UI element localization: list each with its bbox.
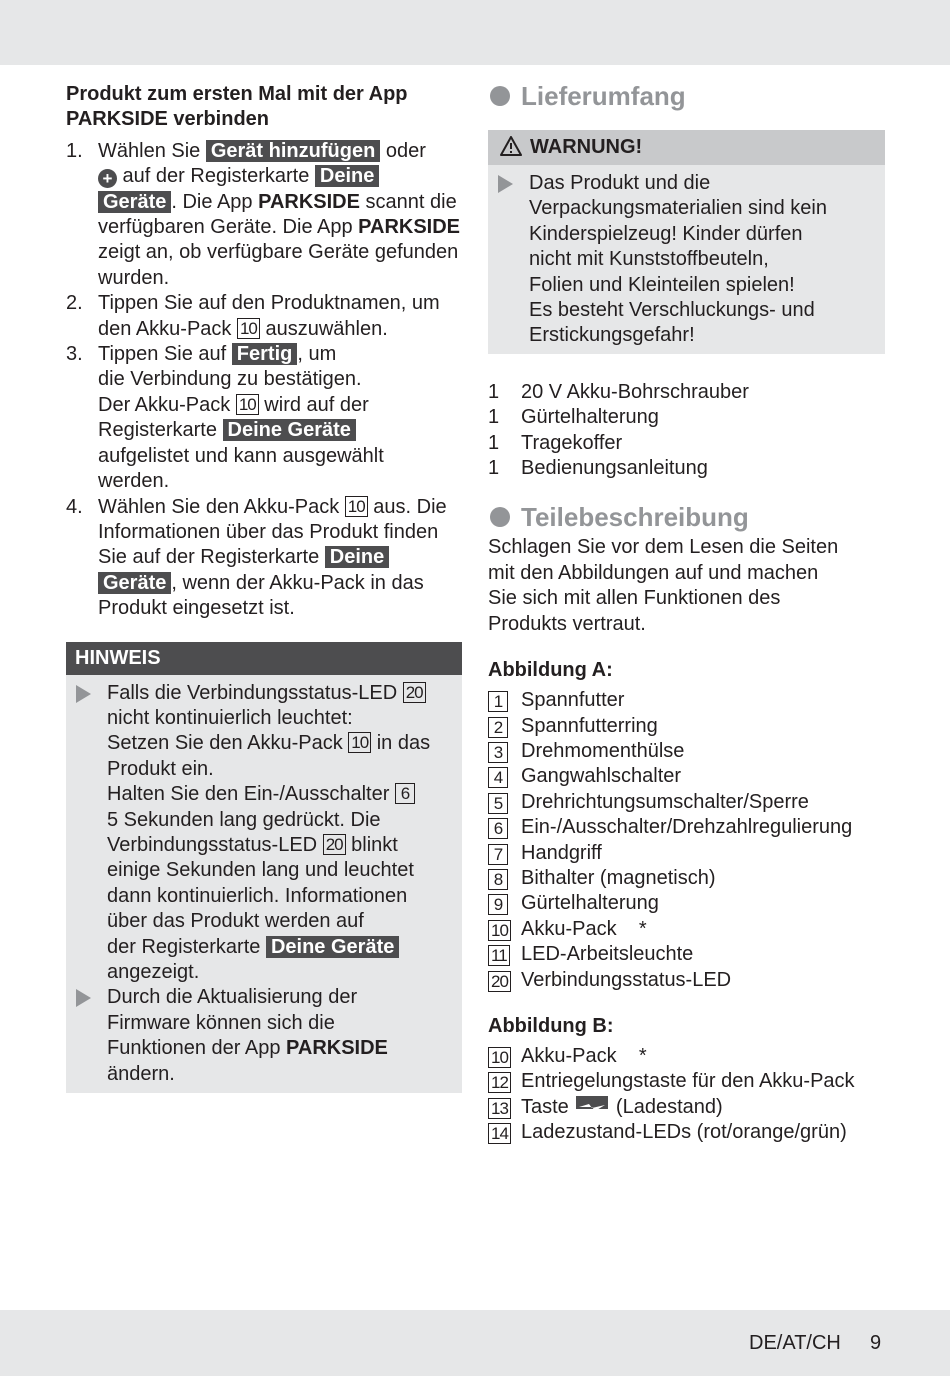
warning-header (488, 130, 885, 165)
note-text: Falls die Verbindungsstatus-LED (107, 681, 403, 704)
warning-text: Das Produkt und die (529, 172, 711, 194)
part-number: 9 (488, 894, 508, 915)
warning-text: Erstickungsgefahr! (529, 324, 695, 347)
step-text: wird auf der (258, 393, 369, 416)
arrow-right-icon (76, 989, 91, 1007)
part-row (488, 1044, 885, 1069)
step-3 (66, 342, 462, 494)
step-number: 4. (66, 495, 83, 518)
part-name: Drehrichtungsumschalter/Sperre (521, 790, 809, 813)
part-ref: 10 (345, 496, 368, 517)
section-heading (66, 82, 462, 133)
part-name: Ladezustand-LEDs (rot/orange/grün) (521, 1121, 847, 1144)
part-row (488, 815, 885, 840)
step-number: 2. (66, 292, 83, 315)
add-device-label: Gerät hinzufügen (206, 140, 380, 162)
part-number: 13 (488, 1098, 511, 1119)
part-ref: 6 (395, 783, 415, 804)
tab-label: Deine (325, 546, 389, 568)
part-row (488, 1095, 885, 1120)
step-number: 3. (66, 343, 83, 366)
figure-b-parts (488, 1044, 885, 1146)
figure-b-title: Abbildung B: (488, 1014, 614, 1037)
section-title-text: Lieferumfang (521, 81, 686, 111)
brand-name: PARKSIDE (258, 190, 360, 213)
part-name: Handgriff (521, 841, 602, 864)
note-text: dann kontinuierlich. Informationen (107, 884, 408, 907)
language-code: DE/AT/CH (749, 1332, 841, 1354)
step-text: . Die App (171, 190, 259, 213)
step-text: Tippen Sie auf (98, 343, 232, 366)
step-text: oder (380, 139, 426, 162)
teile-intro (488, 535, 885, 637)
note-bullet (66, 681, 462, 986)
note-text: der Registerkarte (107, 935, 266, 958)
heading-line: PARKSIDE verbinden (66, 108, 269, 131)
done-label: Fertig (232, 343, 298, 365)
note-text: Funktionen der App (107, 1037, 287, 1060)
part-row (488, 891, 885, 916)
intro-line: Produkts vertraut. (488, 612, 646, 635)
step-text: auf der Registerkarte (117, 165, 315, 188)
note-text: Halten Sie den Ein-/Ausschalter (107, 783, 395, 806)
part-name: Taste (521, 1095, 575, 1118)
step-2 (66, 291, 462, 342)
part-row (488, 790, 885, 815)
step-number: 1. (66, 139, 83, 162)
bullet-dot-icon (490, 86, 510, 106)
step-4 (66, 495, 462, 622)
part-name: Akku-Pack * (521, 1044, 647, 1067)
brand-name: PARKSIDE (358, 216, 461, 239)
part-number: 1 (488, 691, 508, 712)
step-text: werden. (98, 470, 170, 493)
part-number: 5 (488, 793, 508, 814)
heading-line: Produkt zum ersten Mal mit der App (66, 83, 408, 105)
part-row (488, 866, 885, 891)
part-ref: 20 (323, 834, 346, 855)
step-text: die Verbindung zu bestätigen. (98, 368, 362, 391)
item-name: Tragekoffer (521, 431, 623, 454)
section-title-teile (488, 501, 885, 533)
steps-list (66, 139, 462, 622)
note-text: über das Produkt werden auf (107, 910, 364, 933)
part-ref: 10 (236, 394, 259, 415)
item-name: Gürtelhalterung (521, 406, 659, 429)
step-text: zeigt an, ob verfügbare Geräte gefunden wurden. (98, 241, 459, 289)
delivery-item (488, 431, 885, 456)
tab-label: Deine Geräte (266, 936, 399, 958)
part-number: 2 (488, 717, 508, 738)
warning-text: Kinderspielzeug! Kinder dürfen (529, 222, 803, 245)
part-name: Gürtelhalterung (521, 892, 659, 915)
figure-a-parts (488, 688, 885, 993)
note-text: 5 Sekunden lang gedrückt. Die (107, 808, 381, 831)
step-text: aufgelistet und kann ausgewählt (98, 444, 384, 467)
part-number: 10 (488, 920, 511, 941)
part-row (488, 1069, 885, 1094)
part-number: 4 (488, 767, 508, 788)
tab-label: Deine (315, 165, 379, 187)
step-text: , wenn der Akku-Pack in das Produkt eingesetzt ist. (98, 571, 424, 620)
part-row (488, 841, 885, 866)
step-1 (66, 139, 462, 291)
part-row (488, 942, 885, 967)
warning-text: Folien und Kleinteilen spielen! (529, 273, 795, 296)
part-name: Drehmomenthülse (521, 739, 685, 762)
warning-triangle-icon (500, 136, 522, 156)
warning-title: WARNUNG! (530, 136, 643, 158)
part-name: Verbindungsstatus-LED (521, 968, 732, 991)
part-number: 20 (488, 971, 511, 992)
part-row (488, 968, 885, 993)
note-text: einige Sekunden lang und leuchtet (107, 859, 414, 882)
intro-line: Schlagen Sie vor dem Lesen die Seiten (488, 536, 839, 559)
note-text: in das (371, 732, 431, 755)
part-number: 10 (488, 1047, 511, 1068)
note-text: angezeigt. (107, 961, 200, 983)
footer (0, 1310, 950, 1376)
part-number: 12 (488, 1072, 511, 1093)
part-ref: 10 (348, 732, 371, 753)
part-name: Akku-Pack * (521, 917, 647, 940)
warning-bullet (488, 171, 885, 349)
delivery-item (488, 405, 885, 430)
note-text: Setzen Sie den Akku-Pack (107, 732, 349, 755)
delivery-item (488, 380, 885, 405)
warning-box (488, 130, 885, 354)
step-text: aus. Die Informationen über das Produkt finden Sie auf der Registerkarte (98, 495, 447, 569)
note-text: nicht kontinuierlich leuchtet: (107, 706, 353, 729)
part-row (488, 764, 885, 789)
part-name: Entriegelungstaste für den Akku-Pack (521, 1070, 855, 1093)
note-text: Firmware können sich die (107, 1011, 335, 1034)
note-text: Produkt ein. (107, 757, 214, 780)
warning-text: Verpackungsmaterialien sind kein (529, 197, 827, 220)
tab-label: Geräte (98, 191, 171, 213)
part-row (488, 917, 885, 942)
step-text: Der Akku-Pack (98, 393, 236, 416)
part-number: 8 (488, 869, 508, 890)
part-name: (Ladestand) (610, 1095, 723, 1118)
figure-a-title: Abbildung A: (488, 659, 613, 682)
tab-label: Geräte (98, 572, 171, 594)
part-name: LED-Arbeitsleuchte (521, 943, 694, 966)
bullet-dot-icon (490, 507, 510, 527)
right-column (488, 80, 885, 1146)
step-text: Tippen Sie auf den Produktnamen, um den Akku-Pack (98, 292, 440, 340)
step-text: Registerkarte (98, 419, 223, 442)
quantity: 1 (488, 406, 500, 429)
note-bullet (66, 985, 462, 1087)
page-number: 9 (870, 1332, 882, 1354)
plus-circle-icon: + (98, 169, 117, 188)
quantity: 1 (488, 431, 500, 454)
arrow-right-icon (76, 685, 91, 703)
step-text: , um (297, 343, 337, 366)
section-title-text: Teilebeschreibung (521, 502, 749, 533)
note-title: HINWEIS (66, 642, 462, 675)
intro-line: Sie sich mit allen Funktionen des (488, 587, 781, 610)
tab-label: Deine Geräte (223, 419, 356, 441)
top-bar (0, 0, 950, 65)
brand-name: PARKSIDE (286, 1037, 388, 1060)
part-row (488, 739, 885, 764)
part-ref: 20 (403, 682, 426, 703)
part-number: 7 (488, 844, 508, 865)
part-ref: 10 (237, 318, 260, 339)
arrow-right-icon (498, 175, 513, 193)
part-row (488, 688, 885, 713)
part-number: 3 (488, 742, 508, 763)
part-name: Spannfutterring (521, 714, 658, 737)
step-text: auszuwählen. (259, 317, 388, 340)
quantity: 1 (488, 380, 500, 403)
item-name: 20 V Akku-Bohrschrauber (521, 380, 749, 403)
part-name: Ein-/Ausschalter/Drehzahlregulierung (521, 816, 853, 839)
left-column (66, 82, 462, 1093)
part-row (488, 714, 885, 739)
note-text: blinkt (345, 833, 398, 856)
part-name: Bithalter (magnetisch) (521, 866, 716, 889)
step-text: Wählen Sie den Akku-Pack (98, 495, 345, 518)
intro-line: mit den Abbildungen auf und machen (488, 561, 819, 584)
step-text: scannt die verfügbaren Geräte. Die App (98, 190, 457, 239)
delivery-item (488, 456, 885, 481)
quantity: 1 (488, 457, 500, 480)
part-number: 6 (488, 818, 508, 839)
warning-text: nicht mit Kunststoffbeuteln, (529, 248, 769, 271)
section-title-lieferumfang (488, 80, 885, 112)
charge-level-icon (576, 1096, 608, 1109)
step-text: Wählen Sie (98, 139, 206, 162)
note-text: Verbindungsstatus-LED (107, 833, 323, 856)
part-name: Spannfutter (521, 689, 625, 712)
part-number: 11 (488, 945, 510, 966)
note-text: Durch die Aktualisierung der (107, 986, 358, 1009)
delivery-list (488, 380, 885, 482)
part-row (488, 1120, 885, 1145)
part-number: 14 (488, 1123, 511, 1144)
warning-text: Es besteht Verschluckungs- und (529, 299, 815, 322)
part-name: Gangwahlschalter (521, 765, 682, 788)
note-text: ändern. (107, 1062, 175, 1085)
note-box (66, 642, 462, 1094)
item-name: Bedienungsanleitung (521, 457, 708, 480)
